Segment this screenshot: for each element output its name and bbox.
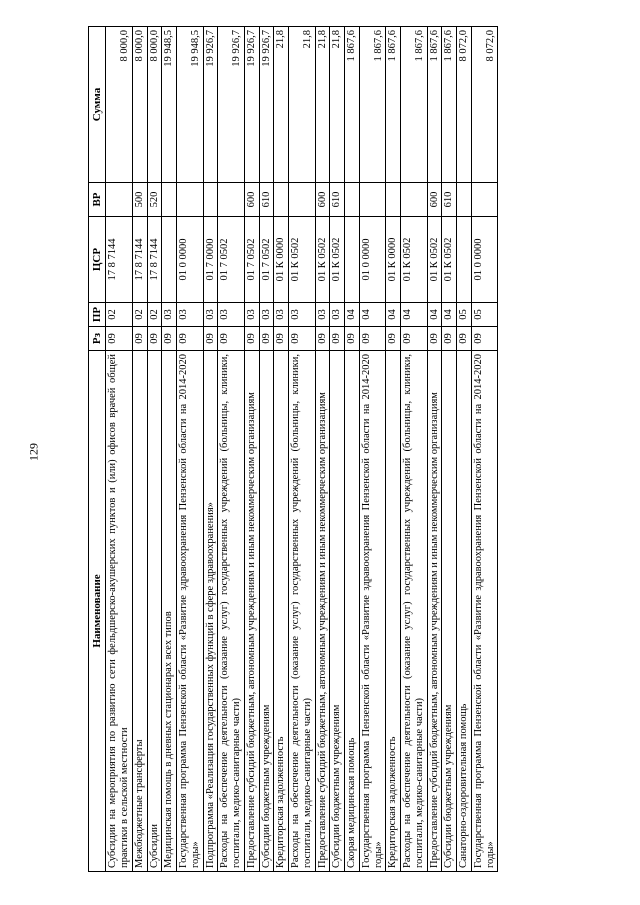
row-sum: 19 926,7 <box>244 27 259 183</box>
row-vr: 600 <box>315 183 330 217</box>
row-vr <box>218 183 245 217</box>
row-csr: 01 К 0000 <box>386 217 401 303</box>
header-rz: Рз <box>89 327 106 351</box>
row-rz: 09 <box>244 327 259 351</box>
header-name: Наименование <box>89 351 106 872</box>
row-pr: 04 <box>345 303 360 327</box>
row-name: Медицинская помощь в дневных стационарах всех типов <box>162 351 177 872</box>
row-rz: 09 <box>132 327 147 351</box>
row-name: Предоставление субсидий бюджетным, автономным учреждениям и иным некоммерческим организациям <box>244 351 259 872</box>
row-vr <box>289 183 316 217</box>
table-row <box>471 27 498 872</box>
table-row <box>177 27 204 872</box>
header-csr: ЦСР <box>89 217 106 303</box>
row-pr: 03 <box>330 303 345 327</box>
row-rz: 09 <box>345 327 360 351</box>
table-row <box>315 27 330 872</box>
row-pr: 03 <box>259 303 274 327</box>
row-rz: 09 <box>162 327 177 351</box>
header-pr: ПР <box>89 303 106 327</box>
row-sum: 19 926,7 <box>259 27 274 183</box>
header-vr: ВР <box>89 183 106 217</box>
row-vr <box>274 183 289 217</box>
row-pr: 04 <box>442 303 457 327</box>
row-vr: 520 <box>147 183 162 217</box>
row-csr: 01 К 0502 <box>330 217 345 303</box>
header-sum: Сумма <box>89 27 106 183</box>
row-csr <box>345 217 360 303</box>
row-name: Межбюджетные трансферты <box>132 351 147 872</box>
row-rz: 09 <box>274 327 289 351</box>
row-csr: 01 7 0502 <box>218 217 245 303</box>
row-sum: 8 000,0 <box>106 27 133 183</box>
row-rz: 09 <box>442 327 457 351</box>
row-name: Санаторно-оздоровительная помощь <box>457 351 472 872</box>
row-rz: 09 <box>147 327 162 351</box>
row-vr: 610 <box>330 183 345 217</box>
row-rz: 09 <box>289 327 316 351</box>
row-pr: 04 <box>427 303 442 327</box>
row-sum: 21,8 <box>330 27 345 183</box>
row-rz: 09 <box>401 327 428 351</box>
row-pr: 02 <box>132 303 147 327</box>
row-vr: 610 <box>442 183 457 217</box>
row-csr: 17 8 7144 <box>147 217 162 303</box>
table-row <box>442 27 457 872</box>
row-csr: 01 7 0502 <box>244 217 259 303</box>
row-pr: 03 <box>203 303 218 327</box>
table-row <box>457 27 472 872</box>
table-row <box>289 27 316 872</box>
row-rz: 09 <box>203 327 218 351</box>
table-row <box>106 27 133 872</box>
row-name: Скорая медицинская помощь <box>345 351 360 872</box>
table-row <box>259 27 274 872</box>
table-row <box>203 27 218 872</box>
row-sum: 8 072,0 <box>471 27 498 183</box>
row-vr: 610 <box>259 183 274 217</box>
row-name: Расходы на обеспечение деятельности (оказание услуг) государственных учреждений (больницы, клиники, госпитали, медико-санитарные части) <box>218 351 245 872</box>
row-sum: 21,8 <box>315 27 330 183</box>
row-pr: 03 <box>289 303 316 327</box>
row-csr: 01 0 0000 <box>471 217 498 303</box>
row-rz: 09 <box>359 327 386 351</box>
row-rz: 09 <box>218 327 245 351</box>
row-csr: 01 К 0000 <box>274 217 289 303</box>
row-name: Расходы на обеспечение деятельности (оказание услуг) государственных учреждений (больницы, клиники, госпитали, медико-санитарные части) <box>289 351 316 872</box>
table-row <box>427 27 442 872</box>
row-rz: 09 <box>106 327 133 351</box>
table-row <box>330 27 345 872</box>
row-pr: 04 <box>401 303 428 327</box>
row-rz: 09 <box>457 327 472 351</box>
row-csr <box>162 217 177 303</box>
row-name: Государственная программа Пензенской области «Развитие здравоохранения Пензенской области на 2014-2020 годы» <box>177 351 204 872</box>
row-csr: 01 К 0502 <box>427 217 442 303</box>
row-name: Субсидии <box>147 351 162 872</box>
table-row <box>162 27 177 872</box>
row-csr: 01 0 0000 <box>177 217 204 303</box>
table-row <box>147 27 162 872</box>
row-name: Кредиторская задолженность <box>386 351 401 872</box>
row-name: Субсидии бюджетным учреждениям <box>442 351 457 872</box>
row-sum: 19 948,5 <box>177 27 204 183</box>
row-name: Субсидии на мероприятия по развитию сети фельдшерско-акушерских пунктов и (или) офисов врачей общей практики в сельской местности <box>106 351 133 872</box>
row-vr <box>386 183 401 217</box>
row-pr: 02 <box>147 303 162 327</box>
row-vr <box>106 183 133 217</box>
row-rz: 09 <box>471 327 498 351</box>
row-vr <box>345 183 360 217</box>
row-name: Государственная программа Пензенской области «Развитие здравоохранения Пензенской области на 2014-2020 годы» <box>471 351 498 872</box>
row-csr: 01 7 0000 <box>203 217 218 303</box>
row-sum: 1 867,6 <box>401 27 428 183</box>
row-rz: 09 <box>330 327 345 351</box>
row-csr: 01 0 0000 <box>359 217 386 303</box>
row-sum: 19 926,7 <box>218 27 245 183</box>
row-name: Государственная программа Пензенской области «Развитие здравоохранения Пензенской области на 2014-2020 годы» <box>359 351 386 872</box>
rotated-page-content <box>88 27 570 872</box>
row-name: Подпрограмма «Реализация государственных функций в сфере здравоохранения» <box>203 351 218 872</box>
row-rz: 09 <box>427 327 442 351</box>
row-vr <box>457 183 472 217</box>
row-sum: 8 000,0 <box>147 27 162 183</box>
row-name: Субсидии бюджетным учреждениям <box>259 351 274 872</box>
table-row <box>401 27 428 872</box>
table-row <box>218 27 245 872</box>
row-csr: 01 К 0502 <box>289 217 316 303</box>
table-row <box>359 27 386 872</box>
row-vr: 500 <box>132 183 147 217</box>
row-rz: 09 <box>315 327 330 351</box>
row-sum: 1 867,6 <box>442 27 457 183</box>
row-pr: 05 <box>457 303 472 327</box>
row-sum: 19 948,5 <box>162 27 177 183</box>
row-sum: 8 000,0 <box>132 27 147 183</box>
row-csr: 01 К 0502 <box>315 217 330 303</box>
row-pr: 04 <box>386 303 401 327</box>
row-pr: 03 <box>244 303 259 327</box>
row-name: Предоставление субсидий бюджетным, автономным учреждениям и иным некоммерческим организациям <box>427 351 442 872</box>
row-rz: 09 <box>259 327 274 351</box>
row-csr: 01 К 0502 <box>442 217 457 303</box>
row-sum: 8 072,0 <box>457 27 472 183</box>
row-vr <box>177 183 204 217</box>
table-row <box>386 27 401 872</box>
row-csr: 01 К 0502 <box>401 217 428 303</box>
row-csr <box>457 217 472 303</box>
row-vr <box>471 183 498 217</box>
row-pr: 03 <box>162 303 177 327</box>
row-sum: 1 867,6 <box>359 27 386 183</box>
row-csr: 17 8 7144 <box>106 217 133 303</box>
row-vr: 600 <box>244 183 259 217</box>
row-rz: 09 <box>177 327 204 351</box>
row-vr <box>162 183 177 217</box>
row-name: Субсидии бюджетным учреждениям <box>330 351 345 872</box>
row-pr: 05 <box>471 303 498 327</box>
budget-table <box>88 26 498 872</box>
row-csr: 01 7 0502 <box>259 217 274 303</box>
row-name: Кредиторская задолженность <box>274 351 289 872</box>
table-row <box>345 27 360 872</box>
table-body <box>106 27 498 872</box>
row-vr: 600 <box>427 183 442 217</box>
row-sum: 21,8 <box>274 27 289 183</box>
row-sum: 19 926,7 <box>203 27 218 183</box>
row-pr: 02 <box>106 303 133 327</box>
row-name: Предоставление субсидий бюджетным, автономным учреждениям и иным некоммерческим организациям <box>315 351 330 872</box>
table-row <box>274 27 289 872</box>
row-sum: 21,8 <box>289 27 316 183</box>
row-pr: 04 <box>359 303 386 327</box>
row-rz: 09 <box>386 327 401 351</box>
table-header-row <box>89 27 106 872</box>
table-row <box>244 27 259 872</box>
row-sum: 1 867,6 <box>427 27 442 183</box>
row-vr <box>203 183 218 217</box>
row-vr <box>359 183 386 217</box>
row-sum: 1 867,6 <box>345 27 360 183</box>
row-pr: 03 <box>274 303 289 327</box>
page-number: 129 <box>26 443 41 461</box>
row-csr: 17 8 7144 <box>132 217 147 303</box>
row-sum: 1 867,6 <box>386 27 401 183</box>
table-row <box>132 27 147 872</box>
row-pr: 03 <box>218 303 245 327</box>
row-pr: 03 <box>177 303 204 327</box>
row-name: Расходы на обеспечение деятельности (оказание услуг) государственных учреждений (больницы, клиники, госпитали, медико-санитарные части) <box>401 351 428 872</box>
row-vr <box>401 183 428 217</box>
row-pr: 03 <box>315 303 330 327</box>
